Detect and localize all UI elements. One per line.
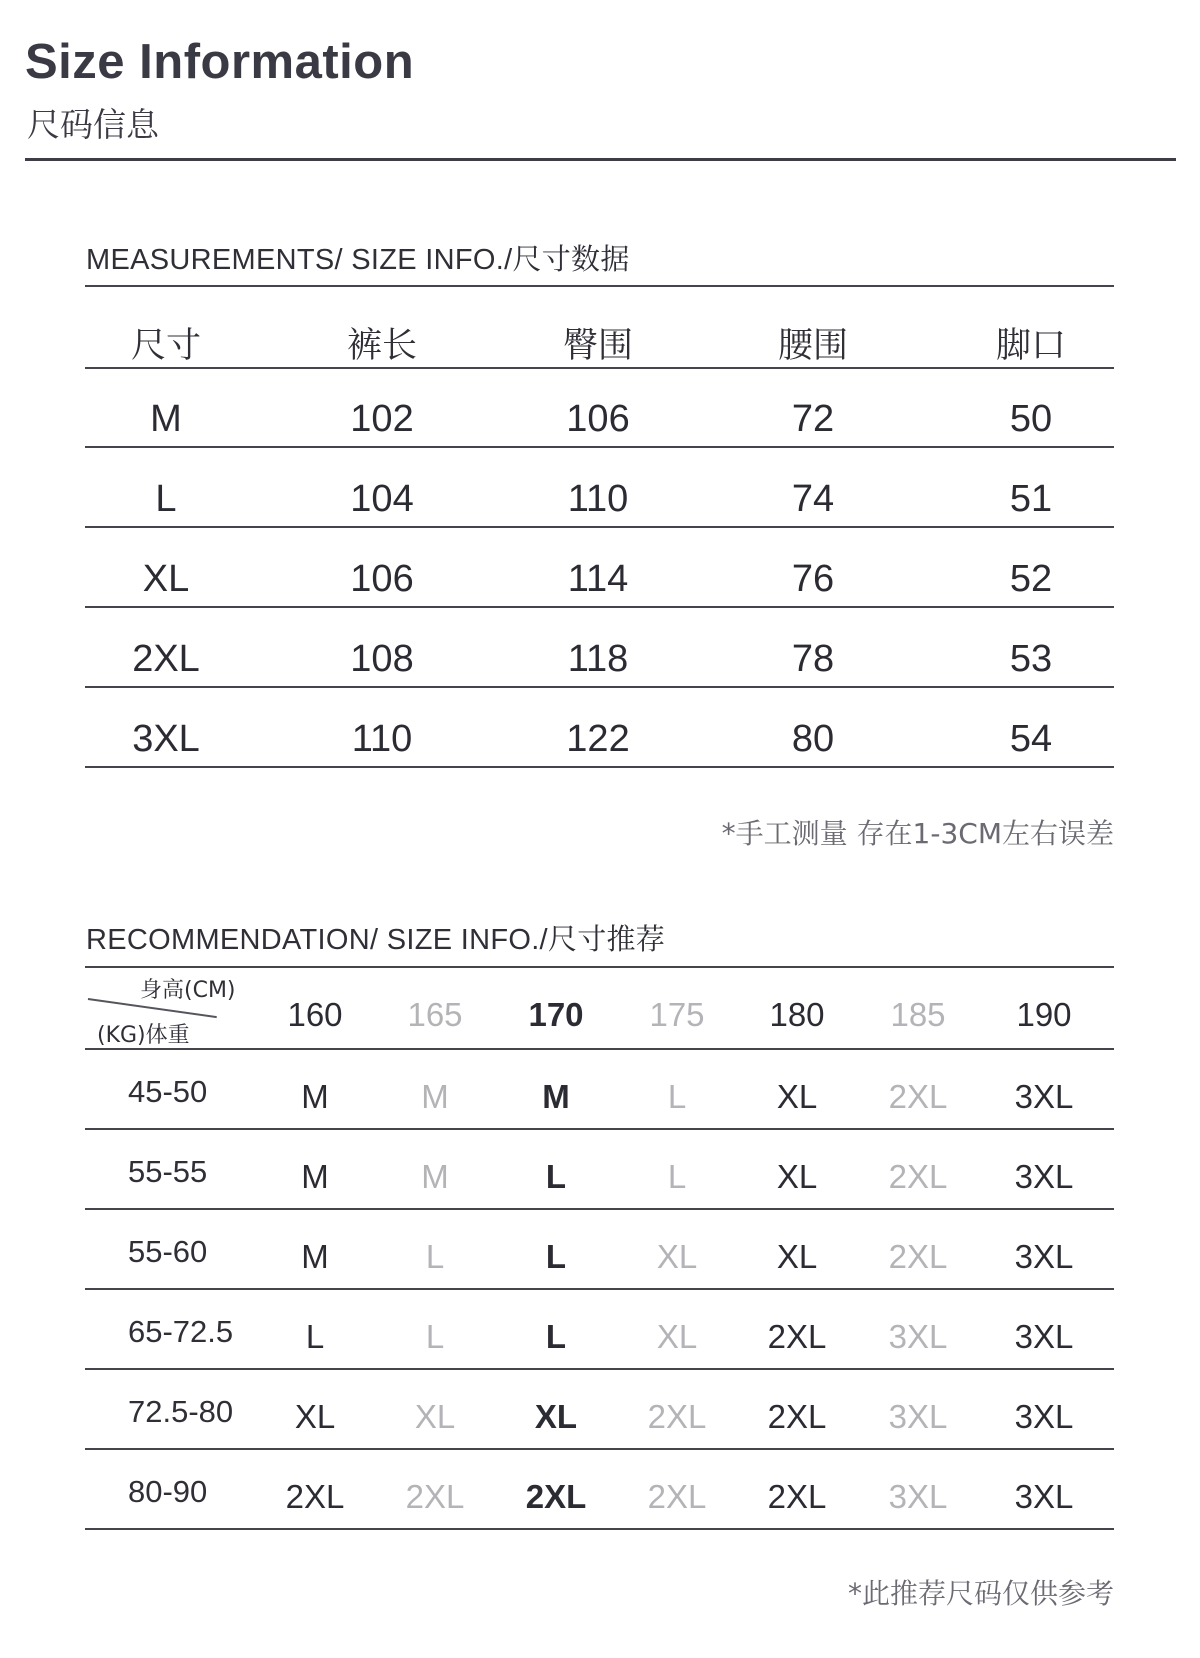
recommended-size-cell: 3XL [1014, 1078, 1074, 1115]
measurement-cell: 118 [567, 638, 629, 680]
measurement-cell: 72 [791, 398, 835, 440]
recommended-size-cell: M [301, 1078, 329, 1115]
measurements-header-rule [85, 367, 1114, 369]
measurement-cell: 51 [1009, 478, 1053, 520]
recommended-size-cell: 2XL [647, 1398, 707, 1435]
recommended-size-cell: 3XL [1014, 1318, 1074, 1355]
recommended-size-cell: 3XL [1014, 1398, 1074, 1435]
recommended-size-cell: XL [776, 1158, 818, 1195]
recommended-size-cell: L [545, 1238, 567, 1275]
recommended-size-cell: M [301, 1158, 329, 1195]
recommended-size-cell: 2XL [888, 1158, 948, 1195]
recommended-size-cell: 2XL [647, 1478, 707, 1515]
recommended-size-cell: 3XL [1014, 1478, 1074, 1515]
recommended-size-cell: M [301, 1238, 329, 1275]
measurement-cell: 54 [1009, 718, 1053, 760]
column-header-size: 尺寸 [130, 326, 202, 366]
weight-cell: 55-55 [128, 1154, 208, 1189]
title-divider [25, 158, 1176, 161]
recommended-size-cell: 3XL [888, 1478, 948, 1515]
recommended-size-cell: 2XL [767, 1318, 827, 1355]
measurement-cell: 53 [1009, 638, 1053, 680]
height-header-cell: 165 [407, 996, 463, 1033]
row-divider [85, 1288, 1114, 1290]
recommended-size-cell: 2XL [767, 1478, 827, 1515]
height-header-cell: 170 [528, 996, 584, 1033]
recommended-size-cell: M [542, 1078, 570, 1115]
row-divider [85, 446, 1114, 448]
height-header-cell: 160 [287, 996, 343, 1033]
recommended-size-cell: L [425, 1238, 445, 1275]
measurement-cell: 102 [350, 398, 414, 440]
recommendation-section-title: RECOMMENDATION/ SIZE INFO./尺寸推荐 [86, 924, 666, 956]
recommended-size-cell: XL [656, 1238, 698, 1275]
recommended-size-cell: 3XL [888, 1398, 948, 1435]
recommended-size-cell: 3XL [1014, 1158, 1074, 1195]
recommendation-note: *此推荐尺码仅供参考 [847, 1577, 1114, 1610]
measurement-cell: 106 [566, 398, 630, 440]
recommended-size-cell: L [667, 1078, 687, 1115]
measurement-cell: 50 [1009, 398, 1053, 440]
measurement-cell: 114 [567, 558, 629, 600]
recommended-size-cell: M [421, 1078, 449, 1115]
row-divider [85, 526, 1114, 528]
column-header-waist: 腰围 [777, 326, 849, 366]
recommended-size-cell: L [305, 1318, 325, 1355]
page-title: Size Information [25, 35, 415, 89]
measurement-cell: 80 [791, 718, 835, 760]
recommended-size-cell: 2XL [525, 1478, 587, 1515]
recommended-size-cell: XL [656, 1318, 698, 1355]
measurement-cell: 76 [791, 558, 835, 600]
weight-cell: 72.5-80 [128, 1394, 234, 1429]
measurement-cell: 122 [566, 718, 630, 760]
recommendation-top-rule [85, 966, 1114, 968]
recommended-size-cell: XL [534, 1398, 578, 1435]
recommended-size-cell: XL [414, 1398, 456, 1435]
height-header-cell: 180 [769, 996, 825, 1033]
recommended-size-cell: XL [776, 1238, 818, 1275]
measurement-cell: 110 [567, 478, 629, 520]
row-divider [85, 1528, 1114, 1530]
recommended-size-cell: L [667, 1158, 687, 1195]
column-header-length: 裤长 [346, 326, 418, 366]
row-divider [85, 1368, 1114, 1370]
column-header-hem: 脚口 [995, 326, 1067, 366]
recommended-size-cell: 2XL [888, 1078, 948, 1115]
measurement-cell: 74 [791, 478, 835, 520]
height-header-cell: 175 [649, 996, 705, 1033]
height-header-cell: 185 [890, 996, 946, 1033]
measurement-cell: 78 [791, 638, 835, 680]
measurements-section-title: MEASUREMENTS/ SIZE INFO./尺寸数据 [86, 244, 630, 276]
recommended-size-cell: L [425, 1318, 445, 1355]
height-header-cell: 190 [1016, 996, 1072, 1033]
corner-weight-label: (KG)体重 [97, 1023, 190, 1048]
weight-cell: 45-50 [128, 1074, 208, 1109]
recommended-size-cell: M [421, 1158, 449, 1195]
size-cell: XL [142, 558, 190, 600]
row-divider [85, 606, 1114, 608]
measurements-top-rule [85, 285, 1114, 287]
row-divider [85, 1208, 1114, 1210]
measurement-cell: 106 [350, 558, 414, 600]
recommended-size-cell: 2XL [888, 1238, 948, 1275]
weight-cell: 80-90 [128, 1474, 208, 1509]
recommended-size-cell: 2XL [405, 1478, 465, 1515]
recommended-size-cell: 2XL [285, 1478, 345, 1515]
recommended-size-cell: XL [776, 1078, 818, 1115]
recommended-size-cell: L [545, 1318, 567, 1355]
row-divider [85, 766, 1114, 768]
measurement-cell: 104 [350, 478, 414, 520]
size-cell: 3XL [132, 718, 200, 760]
size-cell: M [150, 398, 182, 440]
column-header-hip: 臀围 [562, 326, 634, 366]
recommended-size-cell: 2XL [767, 1398, 827, 1435]
recommended-size-cell: 3XL [888, 1318, 948, 1355]
row-divider [85, 1448, 1114, 1450]
corner-height-label: 身高(CM) [140, 978, 236, 1003]
weight-cell: 55-60 [128, 1234, 208, 1269]
weight-cell: 65-72.5 [128, 1314, 234, 1349]
row-divider [85, 686, 1114, 688]
row-divider [85, 1128, 1114, 1130]
recommended-size-cell: L [545, 1158, 567, 1195]
recommendation-header-rule [85, 1048, 1114, 1050]
measurement-cell: 110 [351, 718, 413, 760]
size-cell: L [155, 478, 177, 520]
measurement-cell: 52 [1009, 558, 1053, 600]
measurements-note: *手工测量 存在1-3CM左右误差 [721, 817, 1114, 850]
recommended-size-cell: 3XL [1014, 1238, 1074, 1275]
measurement-cell: 108 [350, 638, 414, 680]
recommended-size-cell: XL [294, 1398, 336, 1435]
page-subtitle: 尺码信息 [27, 105, 159, 144]
size-cell: 2XL [132, 638, 200, 680]
